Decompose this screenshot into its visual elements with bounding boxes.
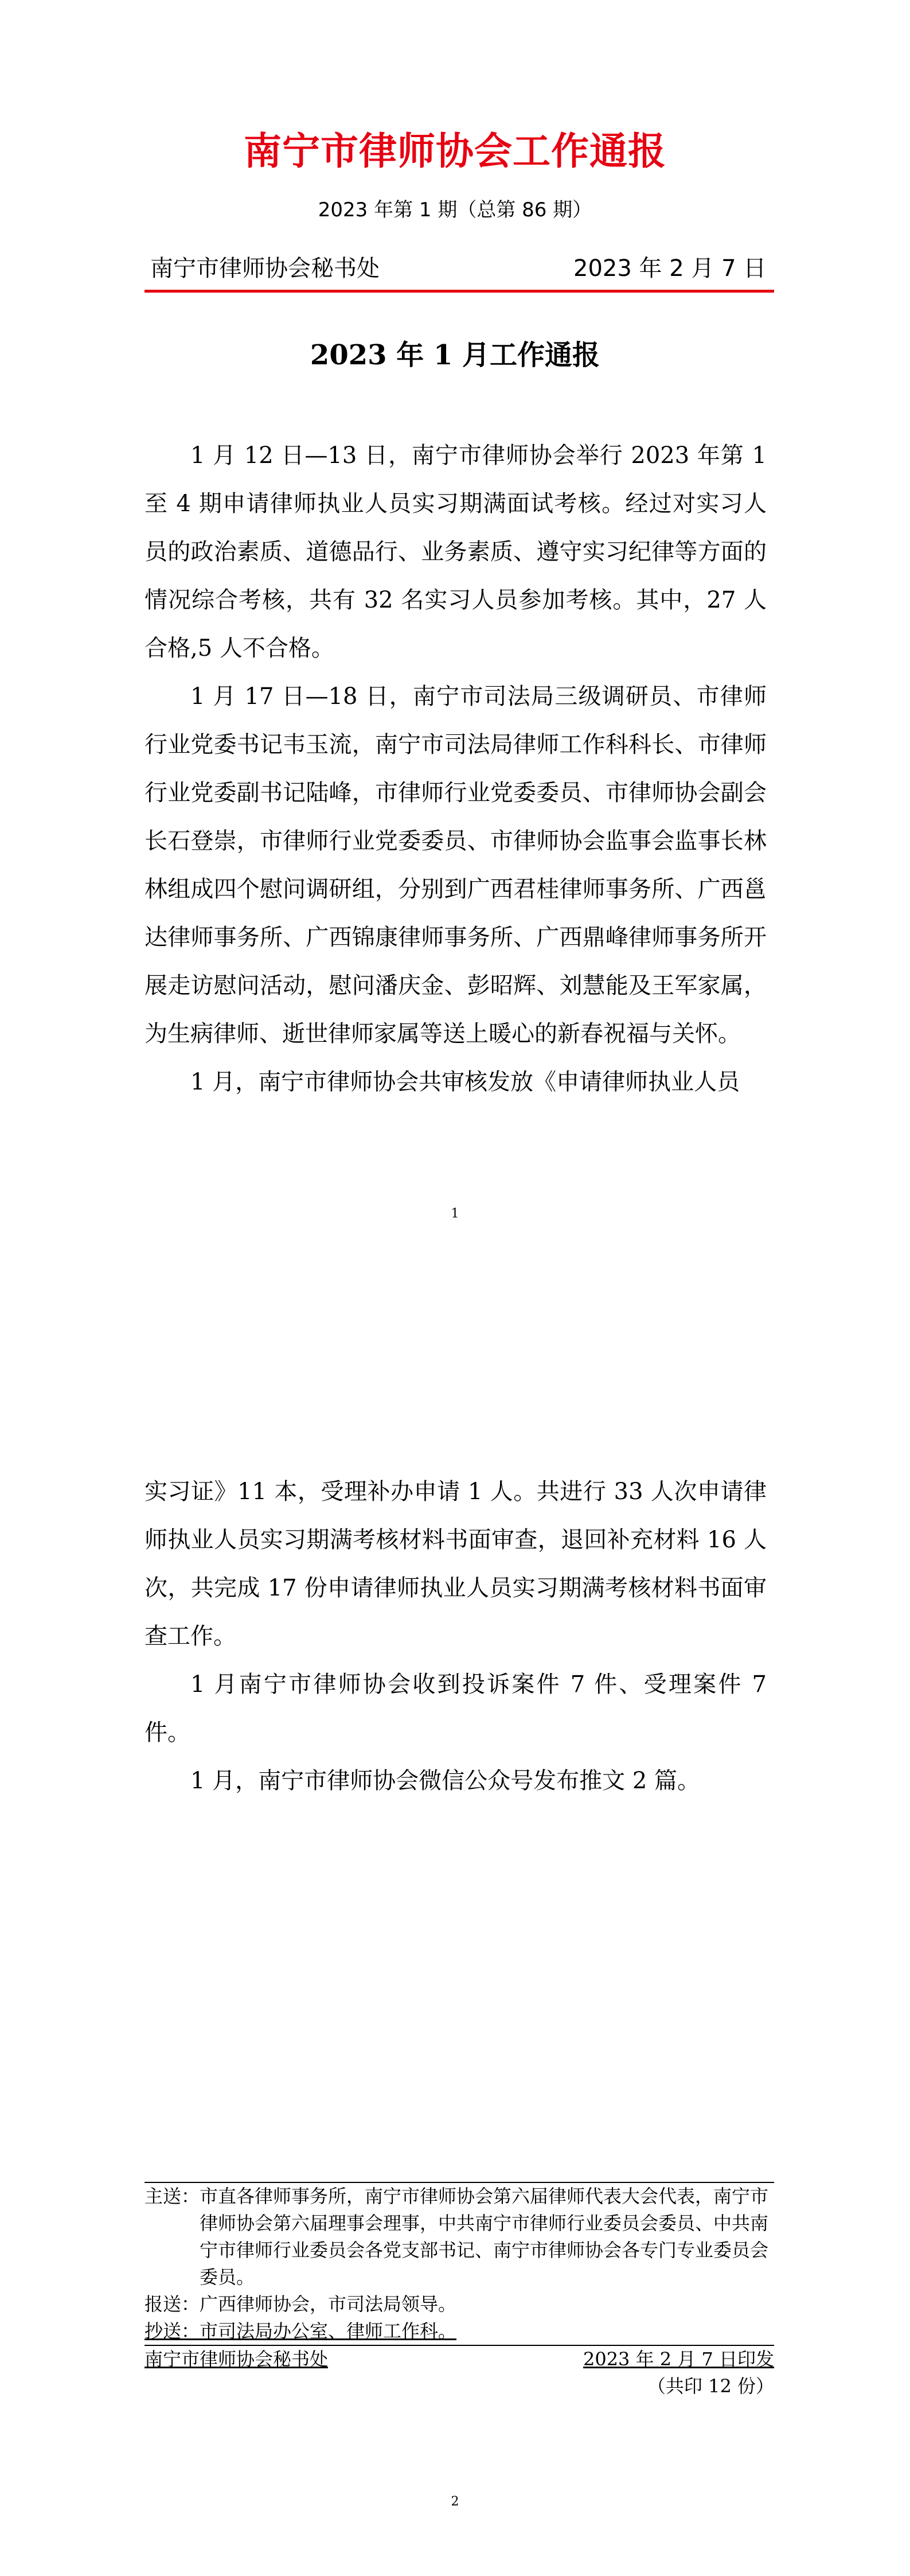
body-page-1 <box>144 431 767 1106</box>
report-label: 报送： <box>144 2293 200 2315</box>
cc-recipients: 市司法局办公室、律师工作科。 <box>200 2320 457 2342</box>
issuing-office: 南宁市律师协会秘书处 <box>150 255 380 282</box>
footer-org: 南宁市律师协会秘书处 <box>144 2348 329 2370</box>
distribution-report <box>144 2291 774 2318</box>
body-page-2 <box>144 1468 767 1805</box>
main-recipients-label: 主送： <box>144 2185 200 2207</box>
page-number: 2 <box>451 2495 459 2509</box>
bulletin-title: 南宁市律师协会工作通报 <box>244 129 666 173</box>
paragraph: 1 月 12 日—13 日，南宁市律师协会举行 2023 年第 1 至 4 期申请律师执业人员实习期满面试考核。经过对实习人员的政治素质、道德品行、业务素质、遵守实习纪律等方面的情况综合考核，共有 32 名实习人员参加考核。其中，27 人合格,5 人不合格。 <box>144 442 767 661</box>
paragraph: 1 月南宁市律师协会收到投诉案件 7 件、受理案件 7 件。 <box>144 1671 767 1746</box>
issue-date: 2023 年 2 月 7 日 <box>573 255 767 282</box>
copies-count: （共印 12 份） <box>647 2375 774 2397</box>
paragraph: 1 月 17 日—18 日，南宁市司法局三级调研员、市律师行业党委书记韦玉流，南宁市司法局律师工作科科长、市律师行业党委副书记陆峰，市律师行业党委委员、市律师协会副会长石登崇，市律师行业党委委员、市律师协会监事会监事长林林组成四个慰问调研组，分别到广西君桂律师事务所、广西邕达律师事务所、广西锦康律师事务所、广西鼎峰律师事务所开展走访慰问活动，慰问潘庆金、彭昭辉、刘慧能及王军家属，为生病律师、逝世律师家属等送上暖心的新春祝福与关怀。 <box>144 683 767 1047</box>
distribution-cc <box>144 2318 774 2345</box>
main-recipients: 市直各律师事务所，南宁市律师协会第六届律师代表大会代表，南宁市律师协会第六届理事会理事，中共南宁市律师行业委员会委员、中共南宁市律师行业委员会各党支部书记、南宁市律师协会各专门专业委员会委员。 <box>200 2185 769 2288</box>
distribution-main <box>144 2183 774 2291</box>
paragraph-continuation: 实习证》11 本，受理补办申请 1 人。共进行 33 人次申请律师执业人员实习期满考核材料书面审查，退回补充材料 16 人次，共完成 17 份申请律师执业人员实习期满考核材料书面审查工作。 <box>144 1478 767 1649</box>
footer-date: 2023 年 2 月 7 日印发 <box>583 2348 774 2370</box>
distribution-block <box>144 2182 774 2400</box>
paragraph: 1 月，南宁市律师协会共审核发放《申请律师执业人员 <box>190 1069 740 1095</box>
red-header-rule <box>144 290 774 293</box>
page-number: 1 <box>451 1207 459 1221</box>
paragraph: 1 月，南宁市律师协会微信公众号发布推文 2 篇。 <box>190 1768 701 1794</box>
page-2 <box>0 1288 910 2576</box>
print-footer <box>144 2346 774 2373</box>
document-title: 2023 年 1 月工作通报 <box>310 339 600 371</box>
issue-number: 2023 年第 1 期（总第 86 期） <box>318 199 592 221</box>
cc-label: 抄送： <box>144 2320 200 2342</box>
report-recipients: 广西律师协会，市司法局领导。 <box>200 2293 457 2315</box>
